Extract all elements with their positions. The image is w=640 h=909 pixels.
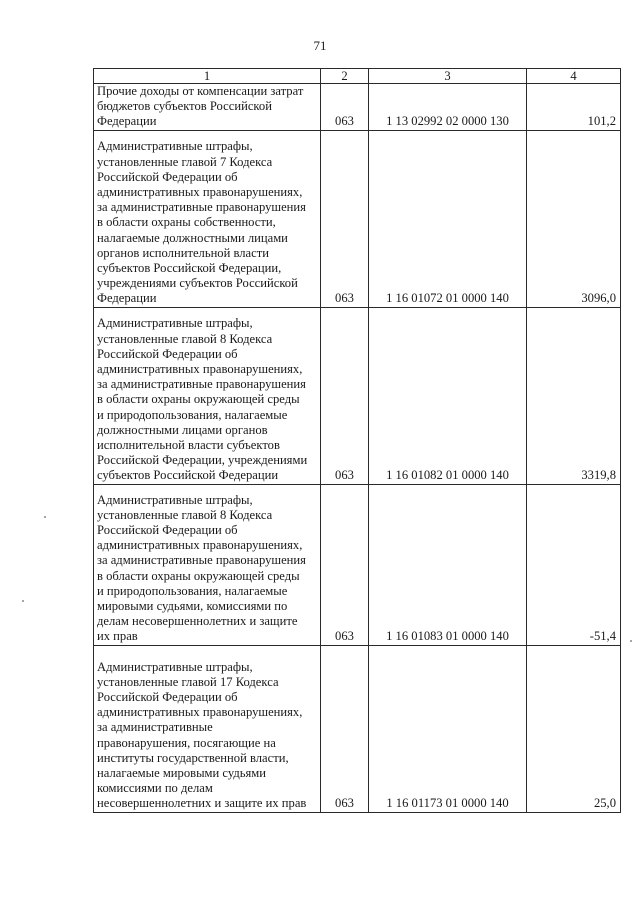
row-name-line: за административные правонарушения: [97, 200, 306, 215]
row-amount-cell: 101,2: [527, 84, 621, 131]
page-number: 71: [313, 38, 327, 53]
row-name-cell: [94, 484, 321, 645]
row-name-line: административных правонарушениях,: [97, 705, 303, 720]
row-amount-cell: -51,4: [527, 484, 621, 645]
row-name-line: делам несовершеннолетних и защите: [97, 614, 298, 629]
row-name-line: в области охраны окружающей среды: [97, 392, 300, 407]
row-name-cell: [94, 307, 321, 484]
row-name-line: бюджетов субъектов Российской: [97, 99, 272, 114]
column-header-name: 1: [94, 69, 321, 84]
row-name-line: установленные главой 17 Кодекса: [97, 674, 279, 689]
row-name-line: субъектов Российской Федерации: [97, 468, 279, 483]
table-row: [94, 307, 621, 484]
row-admin-code-cell: 063: [321, 130, 369, 307]
row-name-line: должностными лицами органов: [97, 422, 268, 437]
row-name-line: и природопользования, налагаемые: [97, 407, 288, 422]
row-name-line: налагаемые должностными лицами: [97, 230, 288, 245]
row-budget-code-cell: 1 16 01173 01 0000 140: [369, 645, 527, 812]
table-row: [94, 645, 621, 812]
row-name-line: Административные штрафы,: [97, 139, 253, 154]
row-budget-code-cell: 1 16 01083 01 0000 140: [369, 484, 527, 645]
row-name-line: Российской Федерации об: [97, 689, 238, 704]
row-name-line: учреждениями субъектов Российской: [97, 276, 298, 291]
row-name-line: за административные правонарушения: [97, 377, 306, 392]
column-header-code: 3: [369, 69, 527, 84]
row-admin-code-cell: 063: [321, 484, 369, 645]
row-name-line: Российской Федерации об: [97, 346, 238, 361]
row-name-line: Российской Федерации, учреждениями: [97, 453, 308, 468]
row-name-line: Федерации: [97, 114, 157, 129]
revenue-table: [93, 68, 621, 813]
row-name-line: административных правонарушениях,: [97, 538, 303, 553]
row-name-line: их прав: [97, 629, 138, 644]
row-name-line: установленные главой 8 Кодекса: [97, 331, 273, 346]
row-amount-cell: 3319,8: [527, 307, 621, 484]
row-amount-cell: 25,0: [527, 645, 621, 812]
row-name-line: органов исполнительной власти: [97, 245, 269, 260]
row-amount-cell: 3096,0: [527, 130, 621, 307]
column-header-amount: 4: [527, 69, 621, 84]
row-name-line: комиссиями по делам: [97, 781, 213, 796]
row-name-line: Прочие доходы от компенсации затрат: [97, 84, 304, 98]
row-budget-code-cell: 1 16 01082 01 0000 140: [369, 307, 527, 484]
row-name-line: Административные штрафы,: [97, 316, 253, 331]
row-budget-code-cell: 1 13 02992 02 0000 130: [369, 84, 527, 131]
row-name-line: установленные главой 8 Кодекса: [97, 507, 273, 522]
row-name-line: институты государственной власти,: [97, 750, 289, 765]
row-name-line: установленные главой 7 Кодекса: [97, 154, 273, 169]
row-name-line: Российской Федерации об: [97, 169, 238, 184]
row-name-line: мировыми судьями, комиссиями по: [97, 599, 288, 613]
row-admin-code-cell: 063: [321, 645, 369, 812]
row-name-line: административных правонарушениях,: [97, 184, 303, 199]
row-name-cell: [94, 130, 321, 307]
row-name-line: правонарушения, посягающие на: [97, 735, 276, 750]
row-name-line: субъектов Российской Федерации,: [97, 261, 282, 275]
row-name-line: Российской Федерации об: [97, 522, 238, 537]
row-name-line: Федерации: [97, 291, 157, 306]
row-admin-code-cell: 063: [321, 307, 369, 484]
row-name-line: Административные штрафы,: [97, 659, 253, 674]
row-name-line: несовершеннолетних и защите их прав: [97, 796, 307, 811]
row-name-line: в области охраны собственности,: [97, 215, 276, 230]
row-name-line: исполнительной власти субъектов: [97, 438, 280, 452]
scan-speck: [44, 516, 46, 518]
row-name-cell: [94, 84, 321, 131]
table-row: [94, 84, 621, 131]
row-name-line: и природопользования, налагаемые: [97, 583, 288, 598]
row-name-line: за административные: [97, 720, 213, 735]
row-name-line: в области охраны окружающей среды: [97, 568, 300, 583]
row-name-line: Административные штрафы,: [97, 492, 253, 507]
row-name-cell: [94, 645, 321, 812]
column-header-admin: 2: [321, 69, 369, 84]
row-name-line: административных правонарушениях,: [97, 361, 303, 376]
row-budget-code-cell: 1 16 01072 01 0000 140: [369, 130, 527, 307]
row-admin-code-cell: 063: [321, 84, 369, 131]
row-name-line: налагаемые мировыми судьями: [97, 766, 266, 780]
row-name-line: за административные правонарушения: [97, 553, 306, 568]
table-header-row: [94, 69, 621, 84]
scan-speck: [630, 640, 632, 642]
table-row: [94, 130, 621, 307]
table-row: [94, 484, 621, 645]
scan-speck: [22, 600, 24, 602]
